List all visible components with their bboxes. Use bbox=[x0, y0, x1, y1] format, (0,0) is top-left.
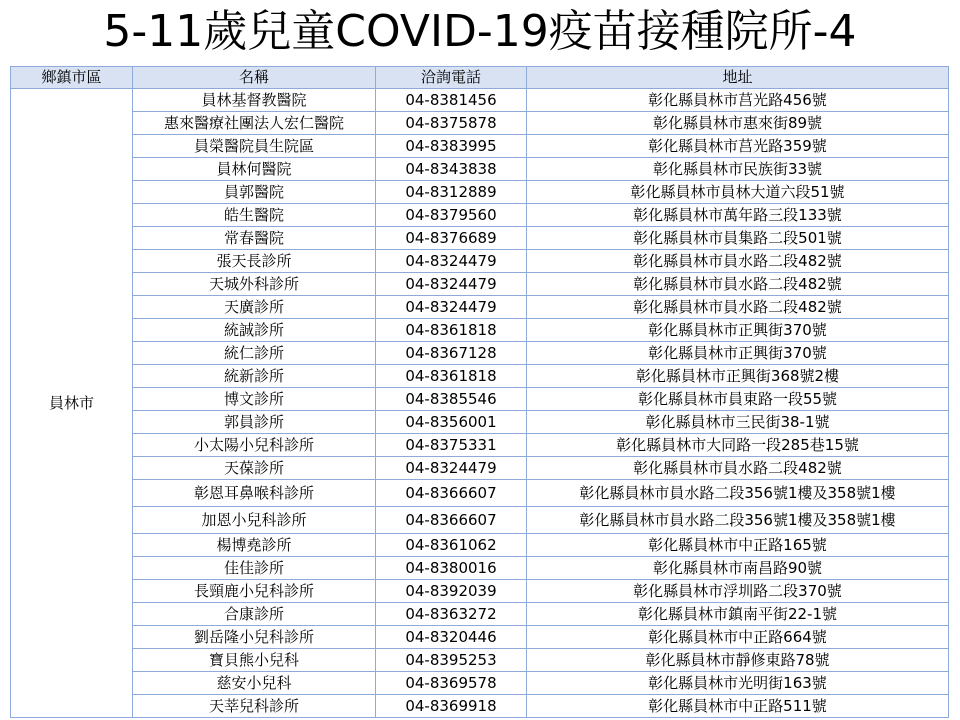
table-row bbox=[11, 507, 949, 534]
address-cell: 彰化縣員林市員水路二段482號 bbox=[527, 296, 949, 319]
address-cell: 彰化縣員林市正興街370號 bbox=[527, 319, 949, 342]
address-cell: 彰化縣員林市中正路664號 bbox=[527, 626, 949, 649]
table-row bbox=[11, 158, 949, 181]
table-row bbox=[11, 434, 949, 457]
clinic-name-cell: 楊博堯診所 bbox=[133, 534, 376, 557]
table-header-row bbox=[11, 67, 949, 89]
clinic-name-cell: 加恩小兒科診所 bbox=[133, 507, 376, 534]
header-name: 名稱 bbox=[133, 67, 376, 89]
phone-cell: 04-8361062 bbox=[376, 534, 527, 557]
phone-cell: 04-8356001 bbox=[376, 411, 527, 434]
phone-cell: 04-8324479 bbox=[376, 457, 527, 480]
clinic-name-cell: 統新診所 bbox=[133, 365, 376, 388]
clinic-name-cell: 員郭醫院 bbox=[133, 181, 376, 204]
clinic-name-cell: 長頸鹿小兒科診所 bbox=[133, 580, 376, 603]
clinic-name-cell: 劉岳隆小兒科診所 bbox=[133, 626, 376, 649]
phone-cell: 04-8392039 bbox=[376, 580, 527, 603]
clinic-name-cell: 員林何醫院 bbox=[133, 158, 376, 181]
phone-cell: 04-8363272 bbox=[376, 603, 527, 626]
address-cell: 彰化縣員林市中正路165號 bbox=[527, 534, 949, 557]
phone-cell: 04-8383995 bbox=[376, 135, 527, 158]
clinic-name-cell: 張天長診所 bbox=[133, 250, 376, 273]
clinic-name-cell: 合康診所 bbox=[133, 603, 376, 626]
address-cell: 彰化縣員林市鎮南平街22-1號 bbox=[527, 603, 949, 626]
clinic-name-cell: 天莘兒科診所 bbox=[133, 695, 376, 718]
table-row bbox=[11, 672, 949, 695]
table-row bbox=[11, 273, 949, 296]
phone-cell: 04-8324479 bbox=[376, 250, 527, 273]
table-row bbox=[11, 181, 949, 204]
phone-cell: 04-8369918 bbox=[376, 695, 527, 718]
clinic-name-cell: 員榮醫院員生院區 bbox=[133, 135, 376, 158]
table-row bbox=[11, 626, 949, 649]
table-row bbox=[11, 365, 949, 388]
address-cell: 彰化縣員林市民族街33號 bbox=[527, 158, 949, 181]
table-row bbox=[11, 204, 949, 227]
header-address: 地址 bbox=[527, 67, 949, 89]
phone-cell: 04-8324479 bbox=[376, 273, 527, 296]
phone-cell: 04-8312889 bbox=[376, 181, 527, 204]
clinic-name-cell: 統仁診所 bbox=[133, 342, 376, 365]
clinic-name-cell: 郭員診所 bbox=[133, 411, 376, 434]
table-row bbox=[11, 89, 949, 112]
phone-cell: 04-8361818 bbox=[376, 319, 527, 342]
address-cell: 彰化縣員林市員東路一段55號 bbox=[527, 388, 949, 411]
clinic-name-cell: 佳佳診所 bbox=[133, 557, 376, 580]
phone-cell: 04-8320446 bbox=[376, 626, 527, 649]
table-row bbox=[11, 457, 949, 480]
address-cell: 彰化縣員林市員水路二段356號1樓及358號1樓 bbox=[527, 480, 949, 507]
address-cell: 彰化縣員林市大同路一段285巷15號 bbox=[527, 434, 949, 457]
clinic-name-cell: 博文診所 bbox=[133, 388, 376, 411]
phone-cell: 04-8379560 bbox=[376, 204, 527, 227]
address-cell: 彰化縣員林市靜修東路78號 bbox=[527, 649, 949, 672]
table-row bbox=[11, 580, 949, 603]
table-row bbox=[11, 603, 949, 626]
phone-cell: 04-8380016 bbox=[376, 557, 527, 580]
phone-cell: 04-8324479 bbox=[376, 296, 527, 319]
table-row bbox=[11, 250, 949, 273]
phone-cell: 04-8343838 bbox=[376, 158, 527, 181]
address-cell: 彰化縣員林市惠來街89號 bbox=[527, 112, 949, 135]
header-phone: 洽詢電話 bbox=[376, 67, 527, 89]
clinic-name-cell: 天城外科診所 bbox=[133, 273, 376, 296]
address-cell: 彰化縣員林市萬年路三段133號 bbox=[527, 204, 949, 227]
address-cell: 彰化縣員林市員水路二段482號 bbox=[527, 273, 949, 296]
address-cell: 彰化縣員林市員水路二段482號 bbox=[527, 457, 949, 480]
clinic-name-cell: 天廣診所 bbox=[133, 296, 376, 319]
clinic-name-cell: 彰恩耳鼻喉科診所 bbox=[133, 480, 376, 507]
table-row bbox=[11, 557, 949, 580]
clinic-name-cell: 統誠診所 bbox=[133, 319, 376, 342]
address-cell: 彰化縣員林市南昌路90號 bbox=[527, 557, 949, 580]
table-row bbox=[11, 135, 949, 158]
header-region: 鄉鎮市區 bbox=[11, 67, 133, 89]
table-row bbox=[11, 112, 949, 135]
address-cell: 彰化縣員林市中正路511號 bbox=[527, 695, 949, 718]
clinic-name-cell: 員林基督教醫院 bbox=[133, 89, 376, 112]
address-cell: 彰化縣員林市員水路二段482號 bbox=[527, 250, 949, 273]
table-row bbox=[11, 227, 949, 250]
phone-cell: 04-8367128 bbox=[376, 342, 527, 365]
table-row bbox=[11, 319, 949, 342]
clinic-name-cell: 小太陽小兒科診所 bbox=[133, 434, 376, 457]
address-cell: 彰化縣員林市莒光路359號 bbox=[527, 135, 949, 158]
table-body bbox=[11, 89, 949, 718]
table-row bbox=[11, 342, 949, 365]
address-cell: 彰化縣員林市三民街38-1號 bbox=[527, 411, 949, 434]
region-cell: 員林市 bbox=[11, 89, 133, 718]
address-cell: 彰化縣員林市正興街368號2樓 bbox=[527, 365, 949, 388]
phone-cell: 04-8385546 bbox=[376, 388, 527, 411]
clinic-name-cell: 常春醫院 bbox=[133, 227, 376, 250]
phone-cell: 04-8369578 bbox=[376, 672, 527, 695]
address-cell: 彰化縣員林市員林大道六段51號 bbox=[527, 181, 949, 204]
table-row bbox=[11, 480, 949, 507]
address-cell: 彰化縣員林市員集路二段501號 bbox=[527, 227, 949, 250]
clinic-name-cell: 慈安小兒科 bbox=[133, 672, 376, 695]
table-row bbox=[11, 411, 949, 434]
phone-cell: 04-8375331 bbox=[376, 434, 527, 457]
clinic-name-cell: 寶貝熊小兒科 bbox=[133, 649, 376, 672]
phone-cell: 04-8376689 bbox=[376, 227, 527, 250]
table-row bbox=[11, 388, 949, 411]
address-cell: 彰化縣員林市莒光路456號 bbox=[527, 89, 949, 112]
address-cell: 彰化縣員林市光明街163號 bbox=[527, 672, 949, 695]
clinic-name-cell: 天葆診所 bbox=[133, 457, 376, 480]
phone-cell: 04-8381456 bbox=[376, 89, 527, 112]
address-cell: 彰化縣員林市浮圳路二段370號 bbox=[527, 580, 949, 603]
phone-cell: 04-8375878 bbox=[376, 112, 527, 135]
address-cell: 彰化縣員林市正興街370號 bbox=[527, 342, 949, 365]
phone-cell: 04-8366607 bbox=[376, 507, 527, 534]
address-cell: 彰化縣員林市員水路二段356號1樓及358號1樓 bbox=[527, 507, 949, 534]
clinic-name-cell: 皓生醫院 bbox=[133, 204, 376, 227]
phone-cell: 04-8395253 bbox=[376, 649, 527, 672]
phone-cell: 04-8361818 bbox=[376, 365, 527, 388]
table-row bbox=[11, 534, 949, 557]
clinic-name-cell: 惠來醫療社團法人宏仁醫院 bbox=[133, 112, 376, 135]
phone-cell: 04-8366607 bbox=[376, 480, 527, 507]
table-row bbox=[11, 695, 949, 718]
clinic-table bbox=[10, 66, 949, 718]
page-title: 5-11歲兒童COVID-19疫苗接種院所-4 bbox=[103, 6, 857, 57]
table-row bbox=[11, 649, 949, 672]
table-row bbox=[11, 296, 949, 319]
